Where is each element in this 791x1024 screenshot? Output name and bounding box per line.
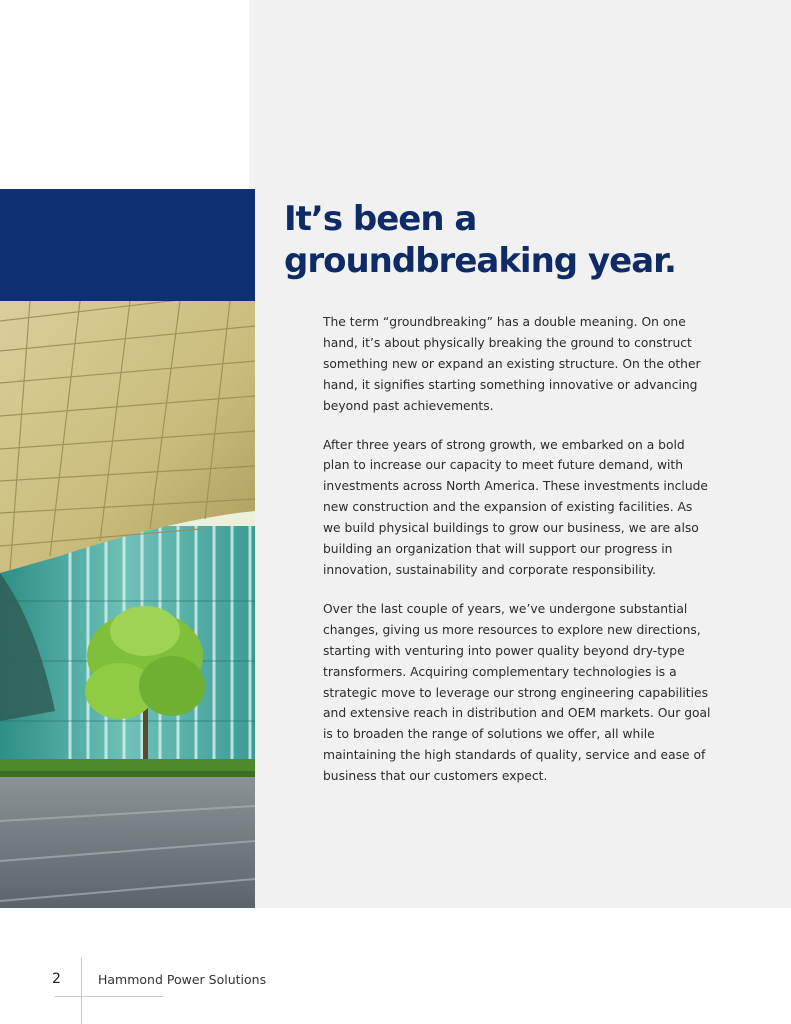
footer-divider-vertical (81, 958, 82, 1024)
footer-company-name: Hammond Power Solutions (98, 972, 267, 987)
headline-line-1: It’s been a (284, 199, 477, 239)
page-number: 2 (52, 971, 61, 987)
body-copy (323, 312, 711, 805)
footer-divider-horizontal (55, 996, 163, 997)
body-paragraph-3: Over the last couple of years, we’ve undergone substantial changes, giving us more resources to explore new directions, starting with venturing into power quality beyond dry-type transformers. Acquiring complementary technologies is a strategic move to leverage our strong engineering capabilities and extensive reach in distribution and OEM markets. Our goal is to broaden the range of solutions we offer, all while maintaining the high standards of quality, service and ease of business that our customers expect. (323, 601, 711, 784)
building-photo (0, 301, 255, 908)
body-paragraph-2: After three years of strong growth, we embarked on a bold plan to increase our capacity to meet future demand, with investments across North America. These investments include new construction and the expansion of existing facilities. As we build physical buildings to grow our business, we are also building an organization that will support our progress in innovation, sustainability and corporate responsibility. (323, 437, 708, 577)
page-headline (284, 198, 764, 282)
body-paragraph-1: The term “groundbreaking” has a double meaning. On one hand, it’s about physically breaking the ground to construct something new or expand an existing structure. On the other hand, it signifies starting something innovative or advancing beyond past achievements. (323, 315, 701, 413)
brand-color-block (0, 189, 255, 301)
headline-line-2: groundbreaking year. (284, 241, 676, 281)
